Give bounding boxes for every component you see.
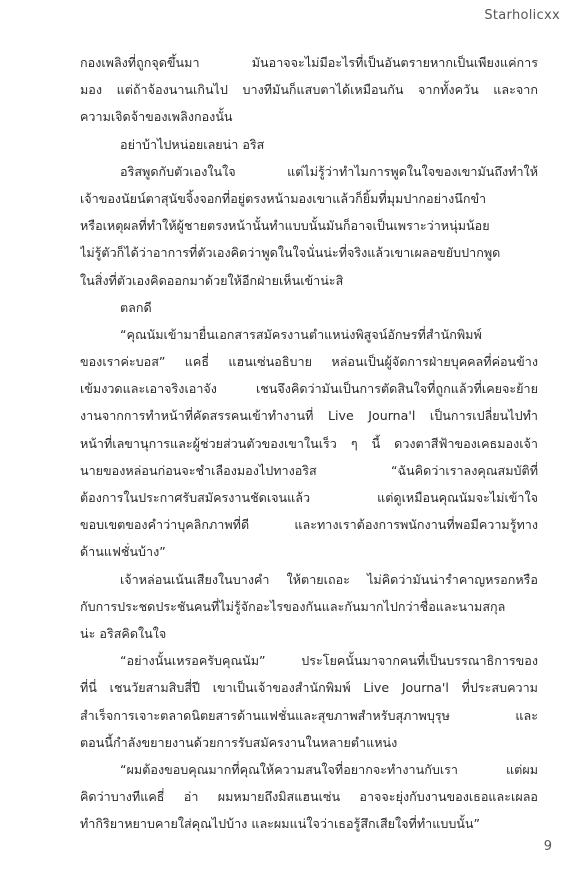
text-line: คิดว่าบางทีแคธี่ อ่า ผมหมายถึงมิสแฮนเซ่น อาจจะยุ่งกับงานของเธอและเผลอ: [80, 789, 538, 805]
text-line: ที่นี่ เชนวัยสามสิบสี่ปี เขาเป็นเจ้าของสำนักพิมพ์ Live Journa'l ที่ประสบความ: [80, 680, 538, 696]
text-line: ด้านแฟชั่นบ้าง”: [80, 544, 166, 560]
text-line: น่ะ อริสคิดในใจ: [80, 625, 167, 641]
text-line: ขอบเขตของคำว่าบุคลิกภาพที่ดี และทางเราต้องการพนักงานที่พอมีความรู้ทาง: [80, 517, 538, 533]
text-line: ของเราค่ะบอส” แคธี่ แฮนเซ่นอธิบาย หล่อนเป็นผู้จัดการฝ่ายบุคคลที่ค่อนข้าง: [80, 354, 538, 370]
running-header: Starholicxx: [484, 8, 560, 23]
text-line: อริสพูดกับตัวเองในใจ แต่ไม่รู้ว่าทำไมการพูดในใจของเขามันถึงทำให้: [120, 163, 538, 179]
text-line: ความเจิดจ้าของเพลิงกองนั้น: [80, 109, 233, 125]
text-line: งานจากการทำหน้าที่คัดสรรคนเข้าทำงานที่ Live Journa'l เป็นการเปลี่ยนไปทำ: [80, 408, 538, 424]
text-line: กองเพลิงที่ถูกจุดขึ้นมา มันอาจจะไม่มีอะไรที่เป็นอันตรายหากเป็นเพียงแค่การ: [80, 55, 538, 70]
text-line: หรือเหตุผลที่ทำให้ผู้ชายตรงหน้านั้นทำแบบนั้นมันก็อาจเป็นเพราะว่าหนุ่มน้อย: [80, 218, 490, 234]
text-line: “ผมต้องขอบคุณมากที่คุณให้ความสนใจที่อยากจะทำงานกับเรา แต่ผม: [120, 761, 538, 777]
text-line: ในสิ่งที่ตัวเองคิดออกมาด้วยให้อีกฝ่ายเห็นเข้าน่ะสิ: [80, 272, 344, 288]
text-line: หน้าที่เลขานุการและผู้ช่วยส่วนตัวของเขาในเร็ว ๆ นี้ ดวงตาสีฟ้าของเคธมองเจ้า: [80, 435, 538, 451]
text-line: ต้องการในประกาศรับสมัครงานชัดเจนแล้ว แต่ดูเหมือนคุณนัมจะไม่เข้าใจ: [80, 490, 538, 505]
text-line: นายของหล่อนก่อนจะชำเลืองมองไปทางอริส “ฉันคิดว่าเราลงคุณสมบัติที่: [80, 462, 538, 478]
text-line: เจ้าของนัยน์ตาสุนัขจิ้งจอกที่อยู่ตรงหน้ามองเขาแล้วก็ยิ้มที่มุมปากอย่างนึกขำ: [80, 190, 487, 206]
text-line: ไม่รู้ตัวก็ได้ว่าอาการที่ตัวเองคิดว่าพูดในใจนั่นน่ะที่จริงแล้วเขาเผลอขยับปากพูด: [80, 245, 501, 261]
text-line: กับการประชดประชันคนที่ไม่รู้จักอะไรของกันและกันมากไปกว่าชื่อและนามสกุล: [80, 598, 506, 614]
text-line: อย่าบ้าไปหน่อยเลยน่า อริส: [120, 136, 265, 152]
page-number: 9: [543, 839, 552, 854]
text-line: เข้มงวดและเอาจริงเอาจัง เชนจึงคิดว่ามันเป็นการตัดสินใจที่ถูกแล้วที่เคยจะย้าย: [80, 381, 538, 397]
text-line: สำเร็จการเจาะตลาดนิตยสารด้านแฟชั่นและสุขภาพสำหรับสุภาพบุรุษ และ: [80, 707, 538, 723]
text-line: “คุณนัมเข้ามายื่นเอกสารสมัครงานตำแหน่งพิสูจน์อักษรที่สำนักพิมพ์: [120, 326, 482, 342]
text-line: ตอนนี้กำลังขยายงานด้วยการรับสมัครงานในหลายตำแหน่ง: [80, 734, 398, 750]
text-line: ตลกดี: [120, 299, 152, 315]
text-line: มอง แต่ถ้าจ้องนานเกินไป บางทีมันก็แสบตาได้เหมือนกัน จากทั้งควัน และจาก: [80, 82, 538, 98]
body-text: [80, 49, 538, 837]
text-line: ทำกิริยาหยาบคายใส่คุณไปบ้าง และผมแน่ใจว่าเธอรู้สึกเสียใจที่ทำแบบนั้น”: [80, 816, 481, 832]
text-line: เจ้าหล่อนเน้นเสียงในบางคำ ให้ตายเถอะ ไม่คิดว่ามันน่ารำคาญหรอกหรือ: [120, 571, 538, 587]
text-line: “อย่างนั้นเหรอครับคุณนัม” ประโยคนั้นมาจากคนที่เป็นบรรณาธิการของ: [120, 653, 538, 669]
